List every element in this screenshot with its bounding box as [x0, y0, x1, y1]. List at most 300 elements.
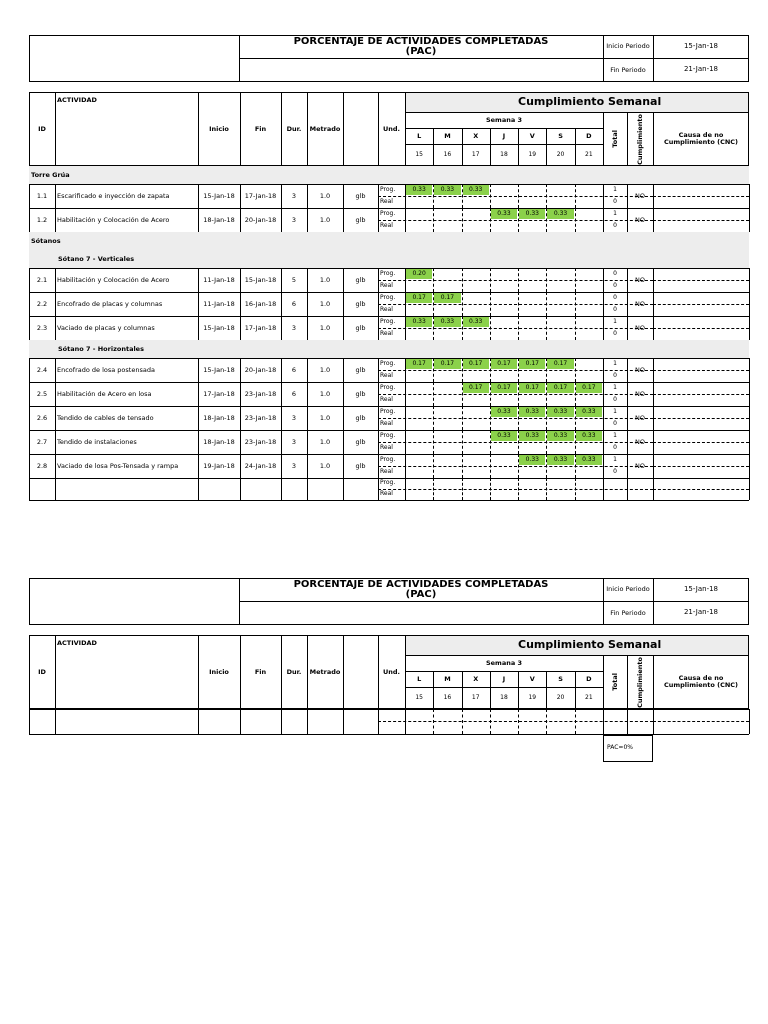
grid-line-v — [307, 478, 308, 500]
header-day: X — [473, 674, 479, 683]
total-prog: 1 — [613, 359, 617, 367]
total-prog: 1 — [613, 209, 617, 217]
prog-value: 0.17 — [412, 359, 426, 367]
grid-line-v — [518, 292, 519, 316]
activity-inicio: 17-Jan-18 — [203, 389, 235, 398]
grid-line-v — [518, 478, 519, 500]
header-fin: Fin — [254, 124, 267, 133]
grid-line-v — [575, 292, 576, 316]
cumplimiento-value: NO — [635, 299, 645, 308]
prog-value: 0.33 — [582, 455, 596, 463]
grid-line-v — [518, 709, 519, 734]
header-causa: Causa de no Cumplimiento (CNC) — [663, 131, 739, 146]
total-prog: 1 — [613, 317, 617, 325]
cumplimiento-value: NO — [635, 365, 645, 374]
grid-line-v — [198, 478, 199, 500]
inicio-periodo-value: 15-Jan-18 — [683, 41, 719, 50]
total-real: 0 — [613, 329, 617, 337]
grid-line-v — [490, 184, 491, 208]
grid-line-v — [433, 430, 434, 454]
activity-und: glb — [355, 461, 366, 470]
activity-inicio: 18-Jan-18 — [203, 215, 235, 224]
activity-name: Habilitación y Colocación de Acero — [57, 275, 170, 284]
prog-value: 0.33 — [525, 431, 539, 439]
grid-line-v — [198, 709, 199, 734]
section-torre-grua: Torre Grúa — [31, 170, 70, 179]
grid-line-v — [518, 268, 519, 292]
activity-metrado: 1.0 — [319, 413, 331, 422]
grid-line-v — [462, 430, 463, 454]
grid-line-v — [749, 709, 750, 734]
activity-metrado: 1.0 — [319, 365, 331, 374]
header-date: 15 — [415, 150, 423, 158]
prog-label: Prog. — [380, 455, 396, 463]
cumplimiento-value: NO — [635, 215, 645, 224]
prog-value: 0.33 — [412, 185, 426, 193]
grid-line-v — [462, 208, 463, 232]
grid-line-v — [749, 406, 750, 430]
header-day: S — [558, 131, 563, 140]
activity-dur: 3 — [291, 215, 297, 224]
section-sotanos: Sótanos — [31, 236, 61, 245]
activity-id: 2.8 — [36, 461, 48, 470]
header-total-text: Total — [610, 130, 619, 148]
grid-line-v — [575, 478, 576, 500]
total-prog: 1 — [613, 455, 617, 463]
prog-value: 0.17 — [412, 293, 426, 301]
grid-line-v — [281, 709, 282, 734]
prog-value: 0.17 — [582, 383, 596, 391]
grid-line-v — [343, 92, 344, 166]
grid-line-v — [281, 478, 282, 500]
prog-value: 0.33 — [469, 317, 483, 325]
activity-name: Encofrado de losa postensada — [57, 365, 155, 374]
inicio-periodo-label: Inicio Periodo — [606, 42, 650, 51]
grid-line-h — [653, 721, 749, 722]
prog-value: 0.33 — [525, 209, 539, 217]
grid-line-h — [653, 466, 749, 467]
grid-line-v — [433, 208, 434, 232]
prog-value: 0.33 — [525, 407, 539, 415]
total-prog: 0 — [613, 293, 617, 301]
inicio-periodo-label: Inicio Periodo — [606, 585, 650, 594]
grid-line-v — [307, 709, 308, 734]
grid-line-v — [343, 709, 344, 734]
grid-line-v — [433, 709, 434, 734]
prog-value: 0.33 — [440, 317, 455, 325]
prog-value: 0.33 — [553, 209, 568, 217]
grid-line-v — [55, 478, 56, 500]
activity-und: glb — [355, 275, 366, 284]
header-actividad: ACTIVIDAD — [57, 95, 97, 104]
header-day: D — [586, 131, 592, 140]
grid-line-v — [546, 709, 547, 734]
activity-inicio: 11-Jan-18 — [203, 275, 235, 284]
prog-label: Prog. — [380, 185, 396, 193]
header-date: 20 — [556, 693, 565, 701]
grid-line-v — [433, 268, 434, 292]
prog-label: Prog. — [380, 407, 396, 415]
header-day: V — [529, 674, 535, 683]
header-date: 21 — [585, 693, 593, 701]
activity-metrado: 1.0 — [319, 299, 331, 308]
report-title-line1: PORCENTAJE DE ACTIVIDADES COMPLETADAS — [293, 579, 549, 590]
activity-metrado: 1.0 — [319, 461, 331, 470]
grid-line-v — [546, 316, 547, 340]
total-real: 0 — [613, 419, 617, 427]
prog-label: Prog. — [380, 359, 396, 367]
header-und: Und. — [382, 124, 401, 133]
grid-line-v — [462, 268, 463, 292]
prog-value: 0.17 — [440, 359, 455, 367]
header-dur: Dur. — [286, 667, 302, 676]
grid-line-v — [490, 316, 491, 340]
activity-fin: 20-Jan-18 — [244, 215, 277, 224]
grid-line-v — [575, 208, 576, 232]
header-date: 17 — [471, 693, 480, 701]
header-date: 18 — [500, 150, 508, 158]
real-label: Real — [380, 490, 393, 498]
grid-line-h — [653, 220, 749, 221]
total-real: 0 — [613, 371, 617, 379]
report-title-line1: PORCENTAJE DE ACTIVIDADES COMPLETADAS — [293, 36, 549, 47]
grid-line-v — [749, 382, 750, 406]
activity-id: 2.7 — [36, 437, 48, 446]
grid-line-v — [518, 316, 519, 340]
prog-value: 0.17 — [497, 359, 511, 367]
header-und: Und. — [382, 667, 401, 676]
prog-value: 0.17 — [469, 359, 483, 367]
activity-inicio: 18-Jan-18 — [203, 437, 235, 446]
prog-value: 0.17 — [553, 359, 568, 367]
activity-inicio: 15-Jan-18 — [203, 365, 235, 374]
header-day: S — [558, 674, 563, 683]
activity-name: Tendido de cables de tensado — [57, 413, 154, 422]
grid-line-h — [653, 489, 749, 490]
prog-value: 0.33 — [553, 455, 568, 463]
prog-value: 0.33 — [469, 185, 483, 193]
activity-und: glb — [355, 191, 366, 200]
header-date: 16 — [443, 150, 452, 158]
activity-dur: 6 — [291, 365, 297, 374]
inicio-periodo-value: 15-Jan-18 — [683, 584, 719, 593]
header-total-text: Total — [610, 673, 619, 691]
cumplimiento-value: NO — [635, 191, 645, 200]
prog-label: Prog. — [380, 269, 396, 277]
report-title — [239, 36, 603, 58]
prog-value: 0.33 — [497, 407, 511, 415]
activity-id: 2.1 — [36, 275, 48, 284]
activity-name: Vaciado de placas y columnas — [57, 323, 155, 332]
grid-line-v — [575, 709, 576, 734]
total-real: 0 — [613, 221, 617, 229]
grid-line-v — [433, 454, 434, 478]
total-real: 0 — [613, 281, 617, 289]
activity-metrado: 1.0 — [319, 191, 331, 200]
prog-label: Prog. — [380, 431, 396, 439]
activity-und: glb — [355, 389, 366, 398]
prog-label: Prog. — [380, 383, 396, 391]
header-day: D — [586, 674, 592, 683]
grid-line-h — [378, 489, 653, 490]
header-cumplimiento — [627, 112, 653, 166]
activity-fin: 15-Jan-18 — [244, 275, 277, 284]
grid-line-v — [749, 430, 750, 454]
grid-line-v — [749, 478, 750, 500]
grid-line-v — [575, 184, 576, 208]
real-label: Real — [380, 197, 393, 205]
prog-value: 0.33 — [553, 407, 568, 415]
grid-line-v — [462, 709, 463, 734]
activity-name: Vaciado de losa Pos-Tensada y rampa — [57, 461, 179, 470]
header-day: L — [417, 674, 422, 683]
grid-line-v — [490, 454, 491, 478]
grid-line-v — [462, 406, 463, 430]
real-label: Real — [380, 281, 393, 289]
activity-metrado: 1.0 — [319, 215, 331, 224]
activity-und: glb — [355, 323, 366, 332]
header-cumplimiento — [627, 655, 653, 709]
grid-line-v — [749, 292, 750, 316]
header-date: 15 — [415, 693, 423, 701]
header-actividad: ACTIVIDAD — [57, 638, 97, 647]
real-label: Real — [380, 419, 393, 427]
grid-line-h — [653, 370, 749, 371]
activity-id: 2.4 — [36, 365, 48, 374]
header-cumplimiento-text: Cumplimiento — [635, 113, 644, 165]
header-date: 18 — [500, 693, 508, 701]
activity-dur: 3 — [291, 323, 297, 332]
activity-inicio: 15-Jan-18 — [203, 191, 235, 200]
grid-line-v — [518, 184, 519, 208]
cumplimiento-value: NO — [635, 275, 645, 284]
fin-periodo-value: 21-Jan-18 — [683, 608, 719, 617]
real-label: Real — [380, 329, 393, 337]
header-semana: Semana 3 — [485, 658, 523, 667]
grid-line-v — [575, 268, 576, 292]
cumplimiento-value: NO — [635, 437, 645, 446]
report-title-line2: (PAC) — [405, 46, 437, 57]
prog-value: 0.33 — [440, 185, 455, 193]
activity-name: Tendido de instalaciones — [57, 437, 137, 446]
header-cumplimiento-semanal: Cumplimiento Semanal — [518, 638, 662, 652]
grid-line-v — [749, 316, 750, 340]
prog-label: Prog. — [380, 317, 396, 325]
cumplimiento-value: NO — [635, 323, 645, 332]
total-prog: 1 — [613, 407, 617, 415]
cumplimiento-value: NO — [635, 413, 645, 422]
header-metrado: Metrado — [309, 124, 341, 133]
activity-inicio: 15-Jan-18 — [203, 323, 235, 332]
real-label: Real — [380, 467, 393, 475]
grid-line-v — [546, 268, 547, 292]
grid-line-v — [546, 478, 547, 500]
activity-id: 2.5 — [36, 389, 48, 398]
prog-value: 0.33 — [582, 431, 596, 439]
activity-id: 2.6 — [36, 413, 48, 422]
activity-metrado: 1.0 — [319, 323, 331, 332]
prog-value: 0.17 — [525, 359, 539, 367]
prog-value: 0.20 — [412, 269, 426, 277]
grid-line-h — [29, 709, 749, 710]
grid-line-v — [433, 478, 434, 500]
prog-value: 0.33 — [412, 317, 426, 325]
grid-line-v — [490, 478, 491, 500]
header-date: 16 — [443, 693, 452, 701]
activity-id: 1.1 — [36, 191, 48, 200]
activity-fin: 17-Jan-18 — [244, 191, 277, 200]
prog-value: 0.17 — [525, 383, 539, 391]
header-dur: Dur. — [286, 124, 302, 133]
prog-value: 0.17 — [497, 383, 511, 391]
grid-line-v — [433, 382, 434, 406]
prog-value: 0.33 — [582, 407, 596, 415]
real-label: Real — [380, 305, 393, 313]
prog-label: Prog. — [380, 293, 396, 301]
total-real: 0 — [613, 395, 617, 403]
activity-fin: 20-Jan-18 — [244, 365, 277, 374]
header-day: J — [502, 131, 506, 140]
activity-und: glb — [355, 215, 366, 224]
activity-id: 2.2 — [36, 299, 48, 308]
report-title-line2: (PAC) — [405, 589, 437, 600]
grid-line-v — [546, 292, 547, 316]
activity-dur: 3 — [291, 437, 297, 446]
activity-fin: 17-Jan-18 — [244, 323, 277, 332]
activity-inicio: 11-Jan-18 — [203, 299, 235, 308]
total-real: 0 — [613, 197, 617, 205]
header-fin: Fin — [254, 667, 267, 676]
total-real: 0 — [613, 443, 617, 451]
fin-periodo-label: Fin Periodo — [610, 608, 646, 617]
total-prog: 1 — [613, 431, 617, 439]
total-prog: 1 — [613, 383, 617, 391]
fin-periodo-label: Fin Periodo — [610, 65, 646, 74]
cumplimiento-value: NO — [635, 461, 645, 470]
header-total — [603, 655, 627, 709]
activity-name: Habilitación de Acero en losa — [57, 389, 152, 398]
real-label: Real — [380, 395, 393, 403]
total-prog: 0 — [613, 269, 617, 277]
activity-dur: 6 — [291, 299, 297, 308]
header-inicio: Inicio — [209, 667, 229, 676]
cumplimiento-value: NO — [635, 389, 645, 398]
activity-metrado: 1.0 — [319, 275, 331, 284]
header-id: ID — [38, 667, 46, 676]
header-date: 17 — [471, 150, 480, 158]
prog-value: 0.33 — [525, 455, 539, 463]
grid-line-v — [29, 478, 30, 500]
report-title — [239, 579, 603, 601]
activity-inicio: 19-Jan-18 — [203, 461, 235, 470]
grid-line-v — [462, 454, 463, 478]
header-day: M — [444, 674, 451, 683]
real-label: Real — [380, 371, 393, 379]
pac-value: PAC=0% — [607, 744, 633, 752]
grid-line-h — [653, 442, 749, 443]
activity-und: glb — [355, 299, 366, 308]
grid-line-v — [490, 292, 491, 316]
activity-fin: 23-Jan-18 — [244, 437, 277, 446]
activity-inicio: 18-Jan-18 — [203, 413, 235, 422]
activity-name: Encofrado de placas y columnas — [57, 299, 163, 308]
grid-line-h — [653, 304, 749, 305]
prog-value: 0.33 — [497, 431, 511, 439]
grid-line-v — [490, 268, 491, 292]
header-day: L — [417, 131, 422, 140]
activity-dur: 3 — [291, 413, 297, 422]
activity-dur: 3 — [291, 461, 297, 470]
header-day: J — [502, 674, 506, 683]
grid-line-v — [29, 709, 30, 734]
activity-dur: 6 — [291, 389, 297, 398]
activity-fin: 23-Jan-18 — [244, 413, 277, 422]
grid-line-v — [490, 709, 491, 734]
prog-value: 0.33 — [553, 431, 568, 439]
activity-und: glb — [355, 437, 366, 446]
grid-line-h — [653, 418, 749, 419]
activity-und: glb — [355, 413, 366, 422]
grid-line-h — [653, 196, 749, 197]
prog-label: Prog. — [380, 479, 396, 487]
activity-fin: 24-Jan-18 — [244, 461, 277, 470]
grid-line-v — [343, 478, 344, 500]
activity-id: 1.2 — [36, 215, 48, 224]
prog-label: Prog. — [380, 209, 396, 217]
grid-line-h — [653, 328, 749, 329]
grid-line-v — [462, 292, 463, 316]
grid-line-v — [749, 184, 750, 208]
activity-metrado: 1.0 — [319, 389, 331, 398]
activity-fin: 23-Jan-18 — [244, 389, 277, 398]
header-id: ID — [38, 124, 46, 133]
prog-value: 0.33 — [497, 209, 511, 217]
grid-line-v — [749, 358, 750, 382]
prog-value: 0.17 — [469, 383, 483, 391]
activity-id: 2.3 — [36, 323, 48, 332]
real-label: Real — [380, 443, 393, 451]
activity-fin: 16-Jan-18 — [244, 299, 277, 308]
header-day: V — [529, 131, 535, 140]
grid-line-v — [749, 208, 750, 232]
grid-line-v — [55, 709, 56, 734]
section-sotano7-horizontales: Sótano 7 - Horizontales — [58, 344, 144, 353]
prog-value: 0.17 — [440, 293, 455, 301]
header-date: 19 — [528, 693, 537, 701]
grid-line-h — [378, 721, 653, 722]
activity-und: glb — [355, 365, 366, 374]
grid-line-v — [575, 358, 576, 382]
grid-line-h — [29, 500, 749, 501]
grid-line-v — [433, 406, 434, 430]
activity-metrado: 1.0 — [319, 437, 331, 446]
activity-name: Habilitación y Colocación de Acero — [57, 215, 170, 224]
header-day: X — [473, 131, 479, 140]
grid-line-v — [343, 635, 344, 709]
header-day: M — [444, 131, 451, 140]
activity-dur: 3 — [291, 191, 297, 200]
header-metrado: Metrado — [309, 667, 341, 676]
grid-line-h — [653, 280, 749, 281]
grid-line-v — [749, 454, 750, 478]
section-sotano7-verticales: Sótano 7 - Verticales — [58, 254, 135, 263]
grid-line-v — [240, 709, 241, 734]
header-cumplimiento-text: Cumplimiento — [635, 656, 644, 708]
header-date: 19 — [528, 150, 537, 158]
total-real: 0 — [613, 305, 617, 313]
header-inicio: Inicio — [209, 124, 229, 133]
header-date: 20 — [556, 150, 565, 158]
